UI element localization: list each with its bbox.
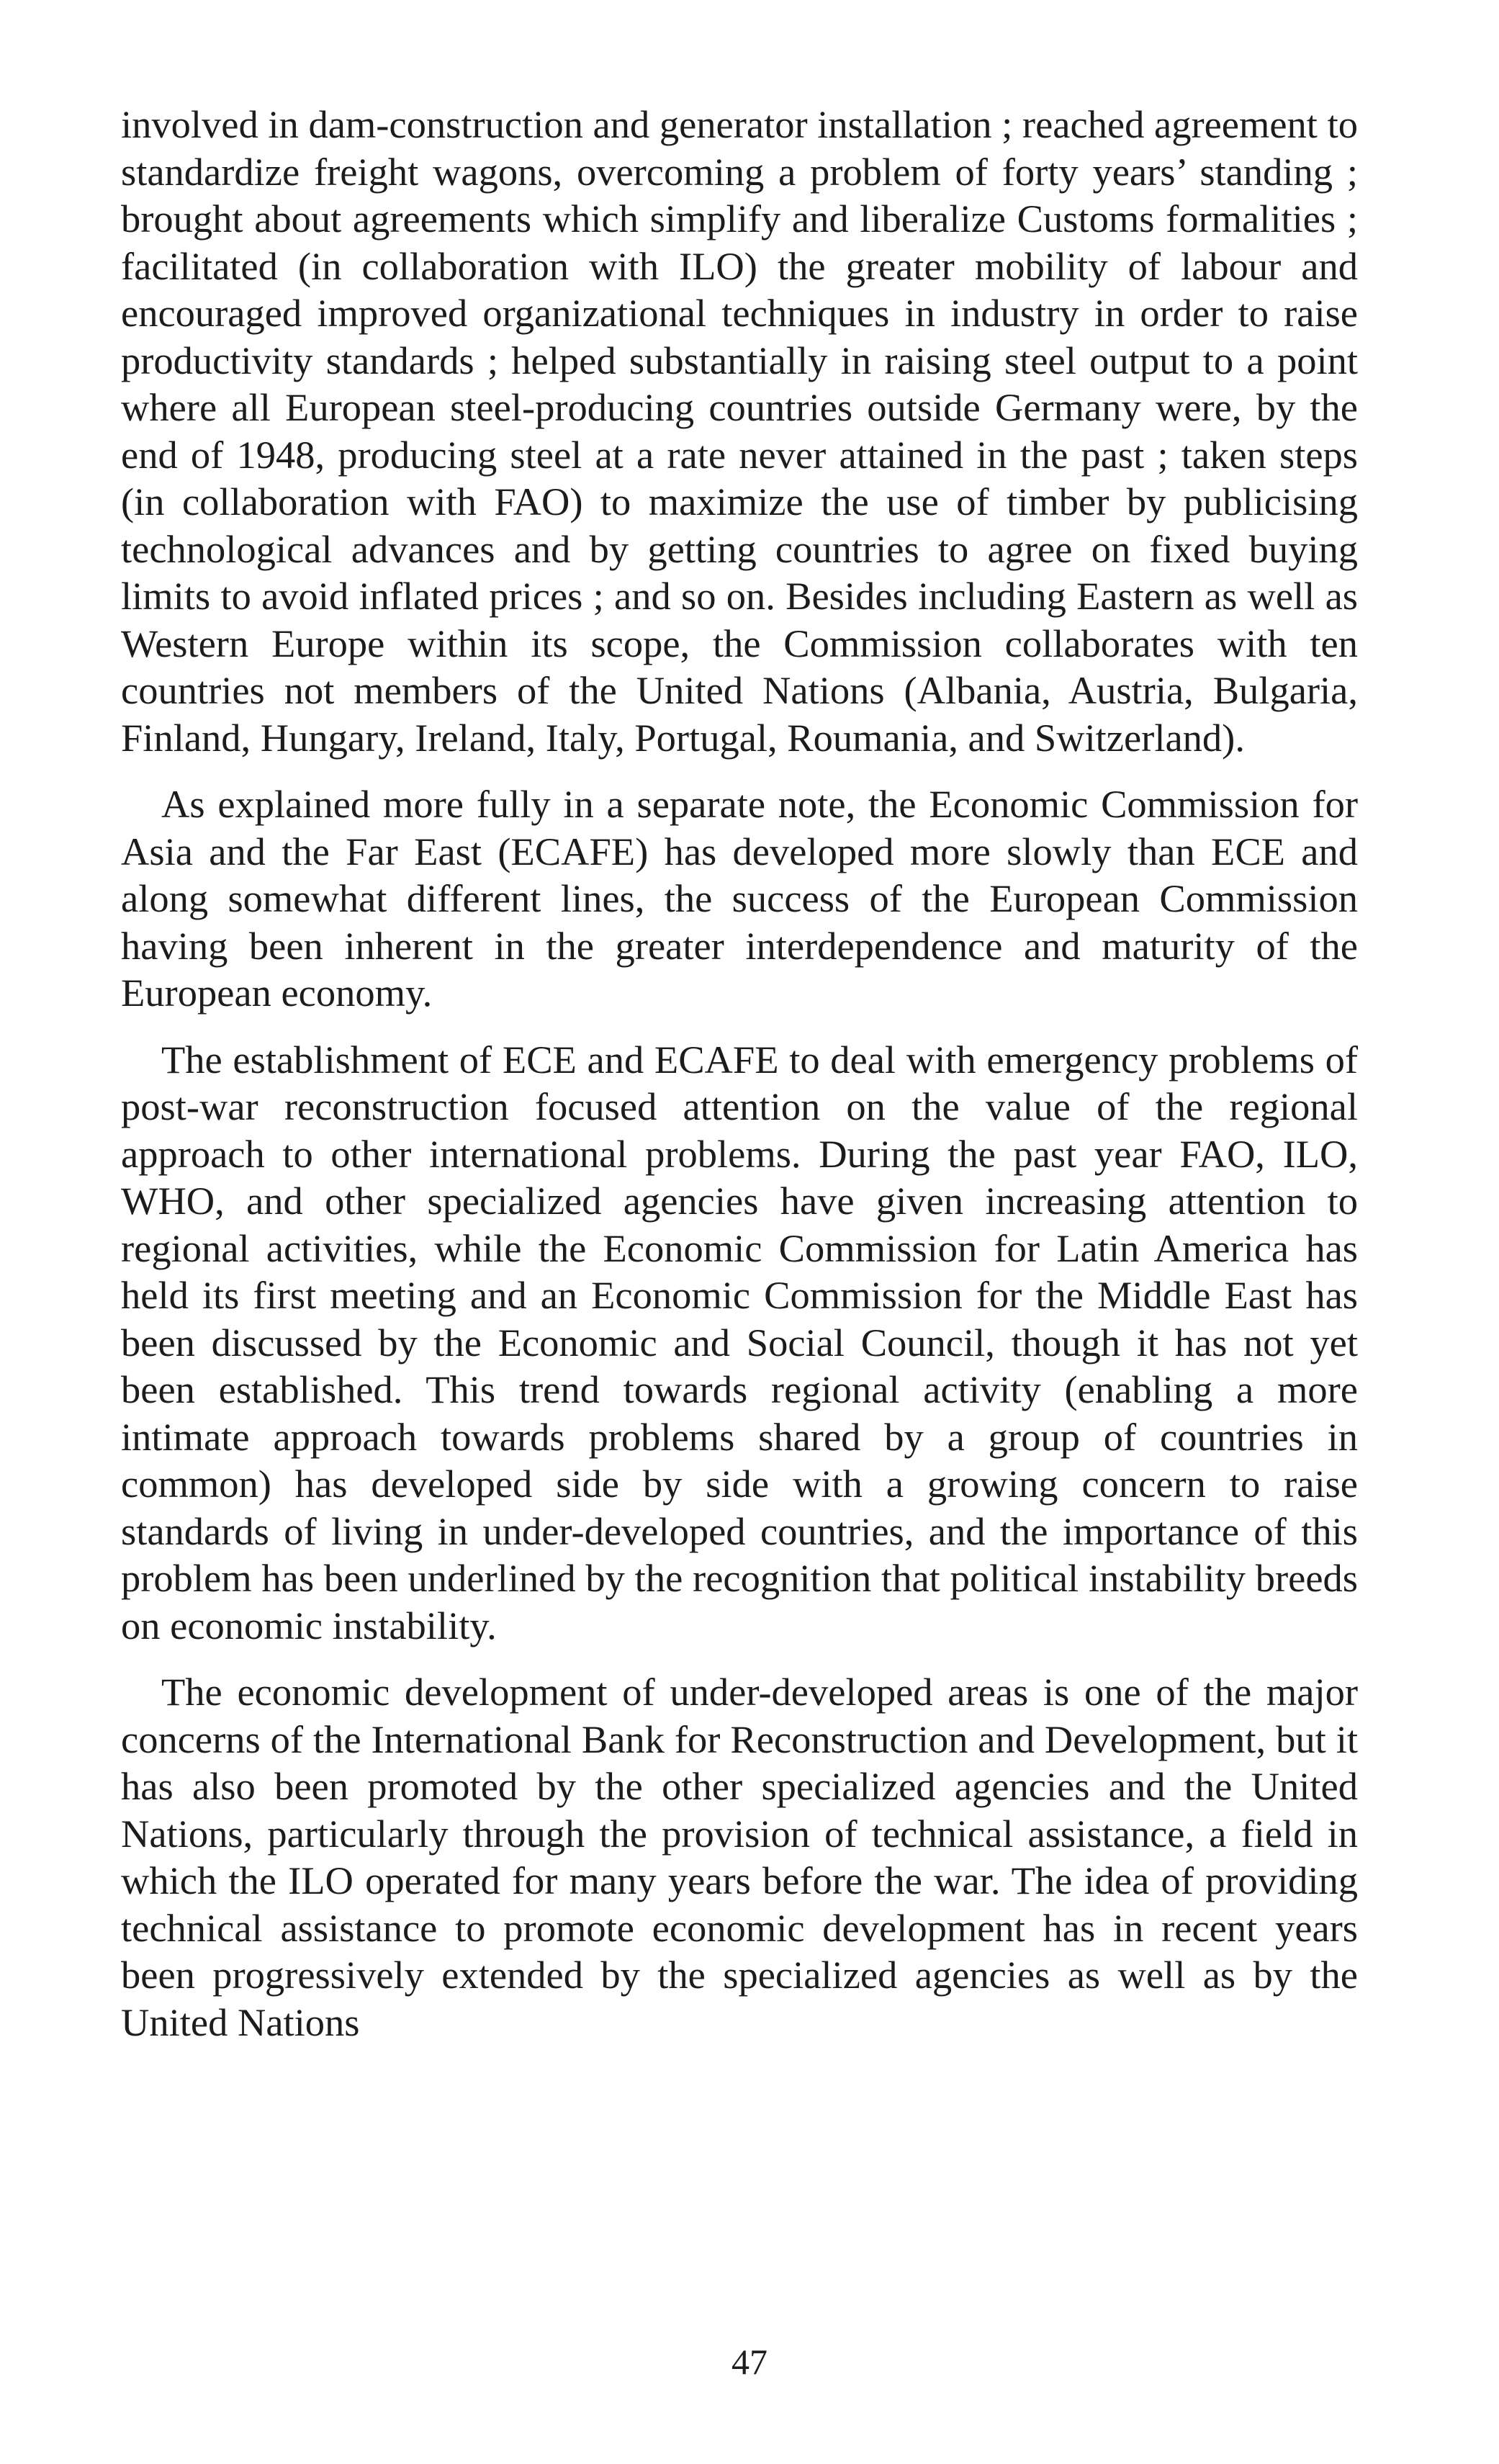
paragraph-2: As explained more fully in a separate note, the Economic Commission for Asia and the Far East (ECAFE) has developed more slowly than ECE and along somewhat different lines, the success of the European Commission having been inherent in the greater interdependence and maturity of the European economy. — [121, 782, 1358, 1015]
page-number: 47 — [732, 2342, 767, 2382]
paragraph-4: The economic development of under-developed areas is one of the major concerns of the International Bank for Reconstruction and Development, but it has also been promoted by the other specialized agencies and the United Nations, particularly through the provision of technical assistance, a field in which the ILO operated for many years before the war. The idea of providing technical assistance to promote economic development has in recent years been progressively extended by the specialized agencies as well as by the United Nations — [121, 1670, 1358, 2044]
paragraph-1: involved in dam-construction and generator installation ; reached agreement to standardize freight wagons, overcoming a problem of forty years’ standing ; brought about agreements which simplify and liberalize Customs formalities ; facilitated (in collaboration with ILO) the greater mobility of labour and encouraged improved organizational techniques in industry in order to raise productivity standards ; helped substantially in raising steel output to a point where all European steel-producing countries outside Germany were, by the end of 1948, producing steel at a rate never attained in the past ; taken steps (in collaboration with FAO) to maximize the use of timber by publicising technological advances and by getting countries to agree on fixed buying limits to avoid inflated prices ; and so on. Besides including Eastern as well as Western Europe within its scope, the Commission collaborates with ten countries not members of the United Nations (Albania, Austria, Bulgaria, Finland, Hungary, Ireland, Italy, Portugal, Roumania, and Switzerland). — [121, 102, 1358, 760]
page-body — [121, 101, 1358, 2065]
paragraph-3: The establishment of ECE and ECAFE to deal with emergency problems of post-war reconstruction focused attention on the value of the regional approach to other international problems. During the past year FAO, ILO, WHO, and other specialized agencies have given increasing attention to regional activities, while the Economic Commission for Latin America has held its first meeting and an Economic Commission for the Middle East has been discussed by the Economic and Social Council, though it has not yet been established. This trend towards regional activity (enabling a more intimate approach towards problems shared by a group of countries in common) has developed side by side with a growing concern to raise standards of living in under-developed countries, and the importance of this problem has been underlined by the recognition that political instability breeds on economic instability. — [121, 1037, 1358, 1647]
